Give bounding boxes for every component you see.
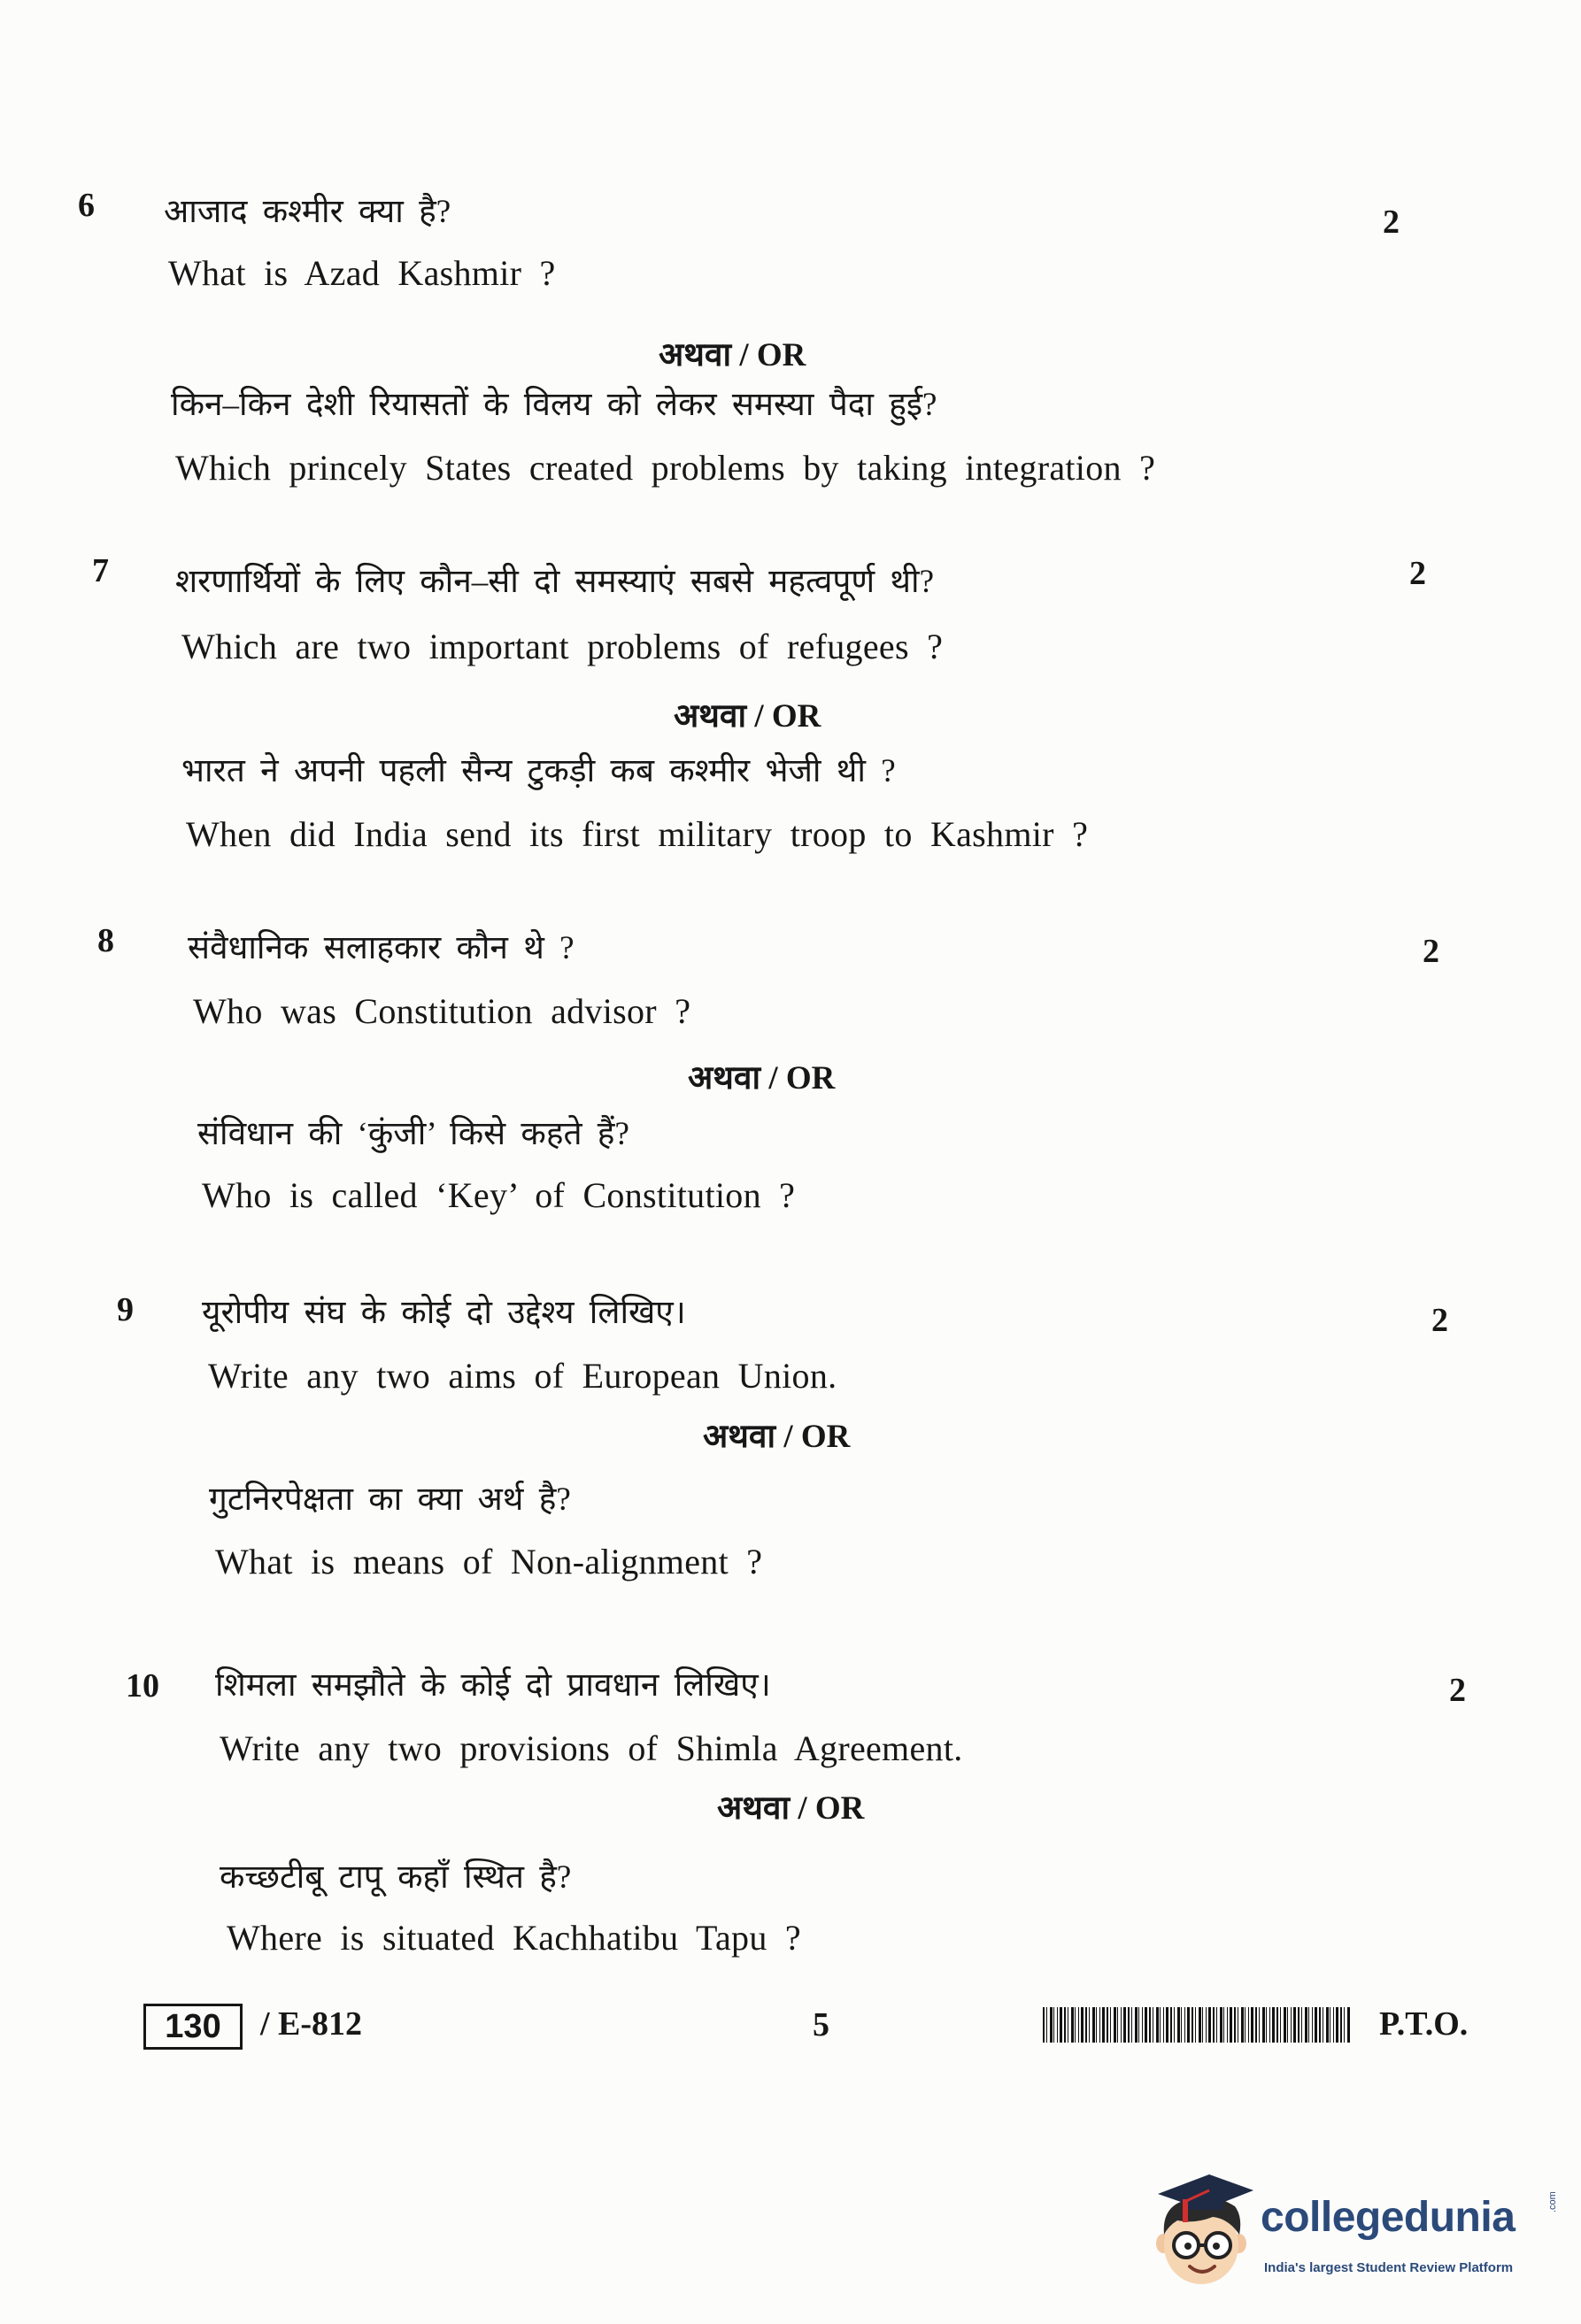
question-text-hindi: यूरोपीय संघ के कोई दो उद्देश्य लिखिए। [202,1295,686,1331]
question-text-hindi: आजाद कश्मीर क्या है? [164,194,451,230]
question-text-english: Write any two aims of European Union. [208,1356,837,1396]
paper-code-suffix: / E-812 [260,2005,363,2043]
question-number: 10 [126,1667,159,1705]
brand-suffix: .com [1547,2191,1558,2212]
question-text-english: Write any two provisions of Shimla Agreement. [220,1728,963,1768]
alternate-question-hindi: संविधान की ‘कुंजी’ किसे कहते हैं? [197,1116,629,1152]
alternate-question-hindi: गुटनिरपेक्षता का क्या अर्थ है? [209,1481,571,1518]
alternate-question-english: Who is called ‘Key’ of Constitution ? [202,1175,796,1215]
or-label: अथवा / OR [703,1419,851,1455]
question-number: 6 [78,187,95,224]
marks: 2 [1449,1672,1466,1709]
student-graduate-face-icon [1151,2164,1257,2288]
question-text-hindi: संवैधानिक सलाहकार कौन थे ? [188,930,575,966]
or-label: अथवा / OR [688,1060,836,1097]
question-text-hindi: शरणार्थियों के लिए कौन–सी दो समस्याएं सबसे महत्वपूर्ण थी? [175,564,935,600]
question-text-english: What is Azad Kashmir ? [168,253,556,293]
marks: 2 [1431,1302,1448,1339]
marks: 2 [1383,204,1400,241]
alternate-question-hindi: कच्छटीबू टापू कहाँ स्थित है? [220,1859,572,1896]
pto-label: P.T.O. [1379,2005,1469,2043]
alternate-question-english: Where is situated Kachhatibu Tapu ? [227,1918,801,1958]
alternate-question-hindi: किन–किन देशी रियासतों के विलय को लेकर समस्या पैदा हुई? [171,387,937,423]
alternate-question-hindi: भारत ने अपनी पहली सैन्य टुकड़ी कब कश्मीर भेजी थी ? [181,753,896,789]
question-number: 7 [92,552,109,589]
alternate-question-english: Which princely States created problems by taking integration ? [175,448,1156,488]
or-label: अथवा / OR [674,698,821,735]
brand-wordmark: collegedunia [1261,2194,1515,2241]
question-text-english: Who was Constitution advisor ? [193,991,691,1031]
brand-tagline: India's largest Student Review Platform [1264,2260,1514,2275]
marks: 2 [1409,555,1426,592]
or-label: अथवा / OR [717,1790,865,1827]
barcode [1043,2007,1350,2043]
alternate-question-english: When did India send its first military troop to Kashmir ? [186,814,1089,854]
question-text-hindi: शिमला समझौते के कोई दो प्रावधान लिखिए। [215,1667,771,1704]
page-number: 5 [813,2006,829,2043]
paper-code-box: 130 [143,2004,243,2050]
question-text-english: Which are two important problems of refugees ? [181,627,944,666]
or-label: अथवा / OR [659,337,806,373]
alternate-question-english: What is means of Non-alignment ? [215,1542,763,1581]
question-number: 9 [117,1291,134,1328]
question-number: 8 [97,922,114,959]
marks: 2 [1423,933,1439,970]
